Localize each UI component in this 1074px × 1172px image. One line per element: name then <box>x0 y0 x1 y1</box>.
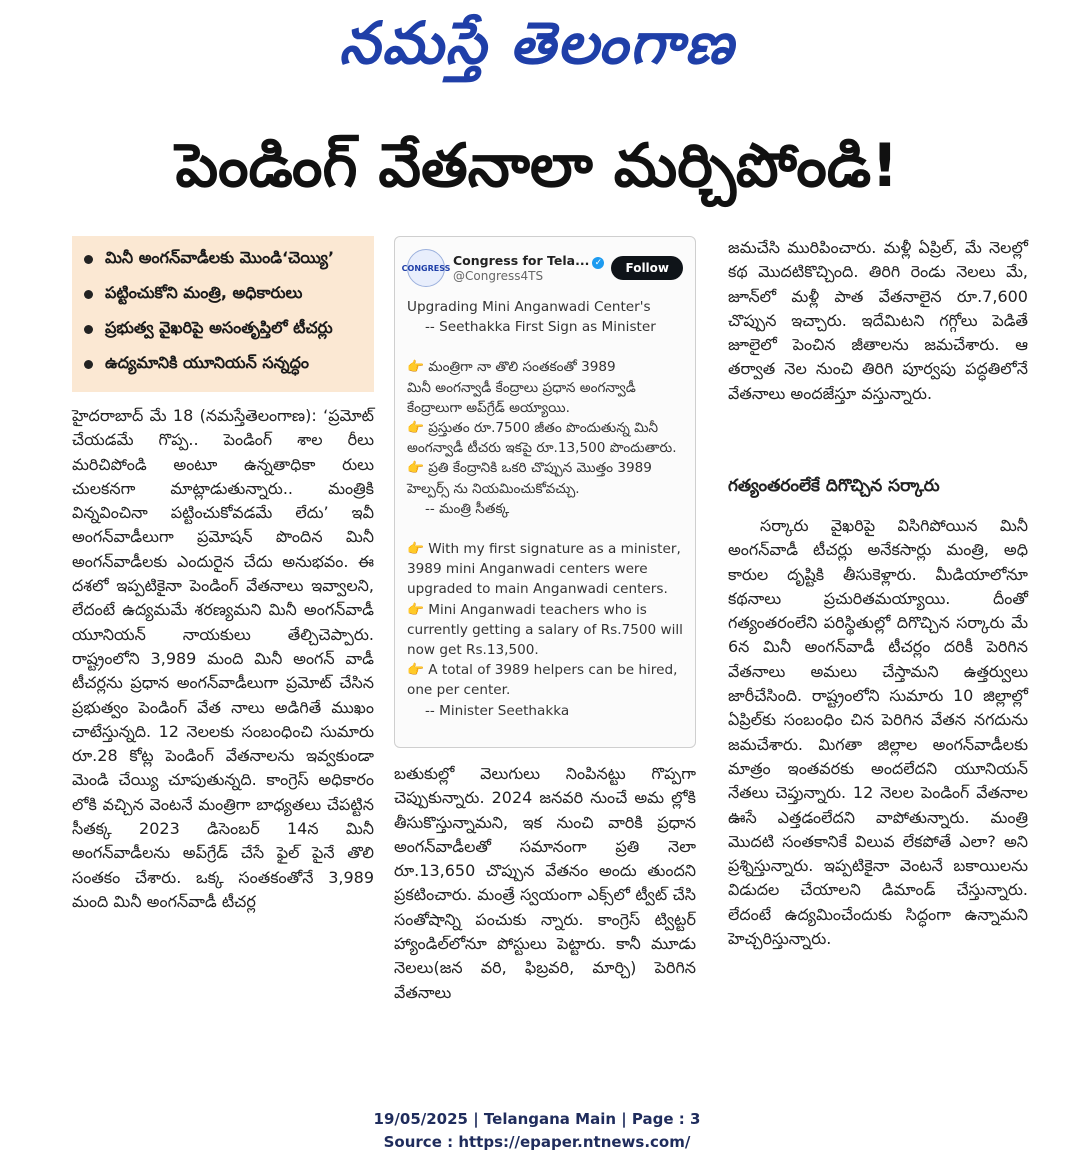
article-column-2 <box>394 762 696 1005</box>
bullet-icon <box>84 325 93 334</box>
congress-logo-icon: CONGRESS <box>407 249 445 287</box>
tweet-line: now get Rs.13,500. <box>407 642 539 659</box>
article-column-3 <box>728 236 1028 406</box>
highlight-item <box>72 277 374 312</box>
tweet-title: -- Seethakka First Sign as Minister <box>425 319 656 336</box>
tweet-line: 👉 మంత్రిగా నా తొలి సంతకంతో 3989 <box>407 359 616 376</box>
highlight-item <box>72 347 374 382</box>
tweet-line: one per center. <box>407 682 511 699</box>
article-column-1 <box>72 404 374 914</box>
tweet-line: 3989 mini Anganwadi centers were <box>407 561 648 578</box>
tweet-line: 👉 A total of 3989 helpers can be hired, <box>407 662 678 679</box>
tweet-line: మినీ అంగన్వాడీ కేంద్రాలు ప్రధాన అంగన్వాడీ <box>407 379 636 396</box>
highlight-text: మినీ అంగన్‌వాడీలకు మొండి‘చెయ్యి’ <box>105 248 335 267</box>
article-paragraph: హైదరాబాద్ మే 18 (నమస్తేతెలంగాణ): ‘ప్రమోట్ చేయడమే గొప్ప.. పెండింగ్ శాల రీలు మరిచిపోండి అంటూ ఉన్నతాధికా రులు చులకనగా మాట్లాడుతున్నారు.. మంత్రికి విన్నవించినా పట్టించుకోవడమే లేదు’ ఇవీ అంగన్‌వాడీలుగా ప్రమోషన్ పొందిన మినీ అంగన్‌వాడీలకు ఎందురైన చేదు అనుభవం. ఈ దశలో ఇప్పటికైనా పెండింగ్ వేతనాలు ఇవ్వాలని, లేదంటే ఉద్యమమే శరణ్యమని మినీ అంగన్‌వాడీ యూనియన్ నాయకులు తేల్చిచెప్పారు. రాష్ట్రంలోని 3,989 మంది మినీ అంగన్ వాడీ టీచర్లను ప్రధాన అంగన్‌వాడీలుగా ప్రమోట్ చేసిన ప్రభుత్వం పెండింగ్ వేత నాలు అడిగితే ముఖం చాటేస్తున్నది. 12 నెలలకు సంబంధించి సుమారు రూ.28 కోట్ల పెండింగ్ వేతనాలను ఇవ్వకుండా మెండి చేయ్యి చూపుతున్నది. కాంగ్రెస్ అధికారం లోకి వచ్చిన వెంటనే మంత్రిగా బాధ్యతలు చేపట్టిన సీతక్క 2023 డిసెంబర్ 14న మినీ అంగన్‌వాడీలను అప్‌గ్రేడ్ చేసే ఫైల్ పైనే తొలి సంతకం చేశారు. ఒక్క సంతకంతోనే 3,989 మంది మినీ అంగన్‌వాడీ టీచర్ల <box>72 406 374 911</box>
tweet-handle: @Congress4TS <box>453 269 544 283</box>
tweet-line: currently getting a salary of Rs.7500 will <box>407 621 683 638</box>
tweet-body <box>407 297 683 721</box>
article-column-3-cont <box>728 514 1028 951</box>
tweet-line: 👉 ప్రస్తుతం రూ.7500 జీతం పొందుతున్న మినీ <box>407 420 659 437</box>
tweet-line: కేంద్రాలుగా అప్‌గ్రేడ్ అయ్యాయి. <box>407 399 570 416</box>
highlight-item <box>72 312 374 347</box>
tweet-header <box>401 247 683 289</box>
article-paragraph: బతుకుల్లో వెలుగులు నింపినట్టు గొప్పగా చెప్పుకున్నారు. 2024 జనవరి నుంచే అమ ల్లోకి తీసుకొస్తున్నామని, ఇక నుంచి వారికి ప్రధాన అంగన్‌వాడీలతో సమానంగా ప్రతి నెలా రూ.13,650 చొప్పున వేతనం అందు తుందని ప్రకటించారు. మంత్రే స్వయంగా ఎక్స్‌లో ట్వీట్ చేసి సంతోషాన్ని పంచుకు న్నారు. కాంగ్రెస్ ట్విట్టర్ హ్యాండిల్‌లోనూ పోస్టులు పెట్టారు. కానీ మూడు నెలలు(జన వరి, ఫిబ్రవరి, మార్చి) పెరిగిన వేతనాలు <box>394 764 696 1002</box>
sub-heading: గత్యంతరంలేకే దిగొచ్చిన సర్కారు <box>728 476 940 496</box>
masthead-logo: నమస్తే తెలంగాణ <box>339 9 735 77</box>
highlight-text: ప్రభుత్వ వైఖరిపై అసంతృప్తిలో టీచర్లు <box>105 318 333 337</box>
bullet-icon <box>84 290 93 299</box>
follow-button[interactable]: Follow <box>611 256 683 280</box>
tweet-title: Upgrading Mini Anganwadi Center's <box>407 299 651 315</box>
tweet-author-name: Congress for Tela... <box>453 253 590 268</box>
tweet-line: హెల్పర్స్ ను నియమించుకోవచ్చు. <box>407 480 580 497</box>
verified-badge-icon: ✓ <box>592 257 604 269</box>
headline: పెండింగ్ వేతనాలా మర్చిపోండి! <box>175 131 899 201</box>
tweet-line: 👉 Mini Anganwadi teachers who is <box>407 601 647 618</box>
bullet-icon <box>84 360 93 369</box>
tweet-line: -- Minister Seethakka <box>425 702 570 719</box>
tweet-author <box>453 253 611 283</box>
tweet-line: 👉 ప్రతి కేంద్రానికి ఒకరి చొప్పున మొత్తం 3989 <box>407 460 652 477</box>
tweet-line: upgraded to main Anganwadi centers. <box>407 581 668 598</box>
tweet-line: అంగన్వాడీ టీచరు ఇకపై రూ.13,500 పొందుతారు. <box>407 440 677 457</box>
tweet-embed <box>394 236 696 748</box>
highlight-text: పట్టించుకోని మంత్రి, అధికారులు <box>105 283 303 302</box>
highlight-item <box>72 242 374 277</box>
bullet-icon <box>84 255 93 264</box>
article-paragraph: జమచేసి మురిపించారు. మళ్లీ ఏప్రిల్, మే నెలల్లో కథ మొదటికొచ్చింది. తిరిగి రెండు నెలలు మే, జూన్‌లో మళ్లీ పాత వేతనాలైన రూ.7,600 చొప్పున ఇచ్చారు. ఇదేమిటని గగ్గోలు పెడితే జూలైలో పెంచిన జీతాలను జమచేశారు. ఆ తర్వాత నెల నుంచి తిరిగి పూర్వపు పద్ధతిలోనే వేతనాలు అందజేస్తూ వస్తున్నారు. <box>728 238 1028 403</box>
highlight-text: ఉద్యమానికి యూనియన్ సన్నద్ధం <box>105 353 310 372</box>
footer-date-line: 19/05/2025 | Telangana Main | Page : 3 <box>373 1110 701 1128</box>
footer-source-line: Source : https://epaper.ntnews.com/ <box>383 1133 691 1151</box>
tweet-line: -- మంత్రి సీతక్క <box>425 500 510 517</box>
highlights-box <box>72 236 374 392</box>
tweet-line: 👉 With my first signature as a minister, <box>407 541 681 558</box>
article-paragraph: సర్కారు వైఖరిపై విసిగిపోయిన మినీ అంగన్‌వాడీ టీచర్లు అనేకసార్లు మంత్రి, అధి కారుల దృష్టికి తీసుకెళ్లారు. మీడియాలోనూ కథనాలు ప్రచురితమయ్యాయి. దీంతో గత్యంతరంలేని పరిస్థితుల్లో దిగొచ్చిన సర్కారు మే 6న మినీ అంగన్‌వాడీ టీచర్లం దరికీ పెరిగిన వేతనాలు అమలు చేస్తామని ఉత్తర్వులు జారీచేసింది. రాష్ట్రంలోని సుమారు 10 జిల్లాల్లో ఏప్రిల్‌కు సంబంధిం చిన పెరిగిన వేతన నగదును జమచేశారు. మిగతా జిల్లాల అంగన్‌వాడీలకు మాత్రం ఇంతవరకు అందలేదని యూనియన్ నేతలు చెప్తున్నారు. 12 నెలల పెండింగ్ వేతనాల ఊసే ఎత్తడంలేదని వాపోతున్నారు. మంత్రి మొదటి సంతకానికే విలువ లేకపోతే ఎలా? అని ప్రశ్నిస్తున్నారు. ఇప్పటికైనా వెంటనే బకాయిలను విడుదల చేయాలని డిమాండ్ చేస్తున్నారు. లేదంటే ఉద్యమించేందుకు సిద్ధంగా ఉన్నామని హెచ్చరిస్తున్నారు. <box>728 516 1028 949</box>
